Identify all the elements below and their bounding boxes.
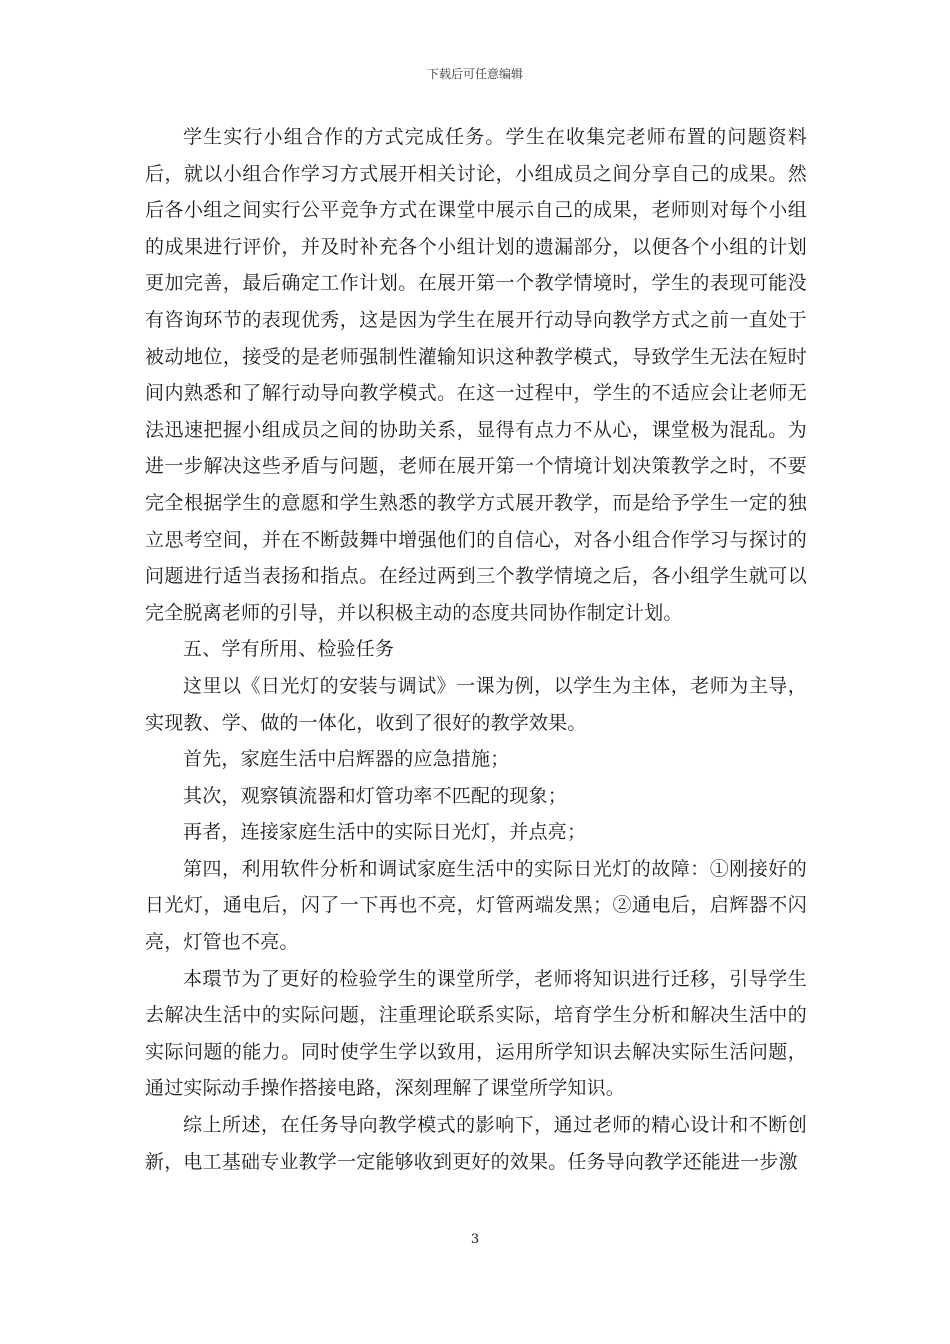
paragraph-group-work: 学生实行小组合作的方式完成任务。学生在收集完老师布置的问题资料后，就以小组合作学习方式展开相关讨论，小组成员之间分享自己的成果。然后各小组之间实行公平竞争方式在课堂中展示自己的成果，老师则对每个小组的成果进行评价，并及时补充各个小组计划的遗漏部分，以便各个小组的计划更加完善，最后确定工作计划。在展开第一个教学情境时，学生的表现可能没有咨询环节的表现优秀，这是因为学生在展开行动导向教学方式之前一直处于被动地位，接受的是老师强制性灌输知识这种教学模式，导致学生无法在短时间内熟悉和了解行动导向教学模式。在这一过程中，学生的不适应会让老师无法迅速把握小组成员之间的协助关系，显得有点力不从心，课堂极为混乱。为进一步解决这些矛盾与问题，老师在展开第一个情境计划决策教学之时，不要完全根据学生的意愿和学生熟悉的教学方式展开教学，而是给予学生一定的独立思考空间，并在不断鼓舞中增强他们的自信心，对各小组合作学习与探讨的问题进行适当表扬和指点。在经过两到三个教学情境之后，各小组学生就可以完全脱离老师的引导，并以积极主动的态度共同协作制定计划。 [145, 126, 807, 624]
paragraph-example-intro: 这里以《日光灯的安装与调试》一课为例，以学生为主体，老师为主导，实现教、学、做的一体化，收到了很好的教学效果。 [145, 674, 807, 734]
section-heading-5: 五、学有所用、检验任务 [183, 638, 395, 661]
paragraph-step-1: 首先，家庭生活中启辉器的应急措施； [183, 748, 510, 771]
page-number: 3 [470, 1232, 480, 1247]
paragraph-step-2: 其次，观察镇流器和灯管功率不匹配的现象； [183, 784, 568, 807]
paragraph-step-3: 再者，连接家庭生活中的实际日光灯，并点亮； [183, 821, 587, 844]
paragraph-step-4: 第四，利用软件分析和调试家庭生活中的实际日光灯的故障：①刚接好的日光灯，通电后，闪了一下再也不亮，灯管两端发黑；②通电后，启辉器不闪亮，灯管也不亮。 [145, 857, 807, 954]
paragraph-conclusion: 综上所述，在任务导向教学模式的影响下，通过老师的精心设计和不断创新，电工基础专业教学一定能够收到更好的效果。任务导向教学还能进一步激 [145, 1114, 807, 1173]
paragraph-purpose: 本環节为了更好的检验学生的课堂所学，老师将知识进行迁移，引导学生去解决生活中的实际问题，注重理论联系实际，培育学生分析和解决生活中的实际问题的能力。同时使学生学以致用，运用所学知识去解决实际生活问题，通过实际动手操作搭接电路，深刻理解了课堂所学知识。 [145, 967, 807, 1100]
document-body [145, 119, 807, 1180]
page-header: 下载后可任意编辑 [426, 67, 523, 81]
